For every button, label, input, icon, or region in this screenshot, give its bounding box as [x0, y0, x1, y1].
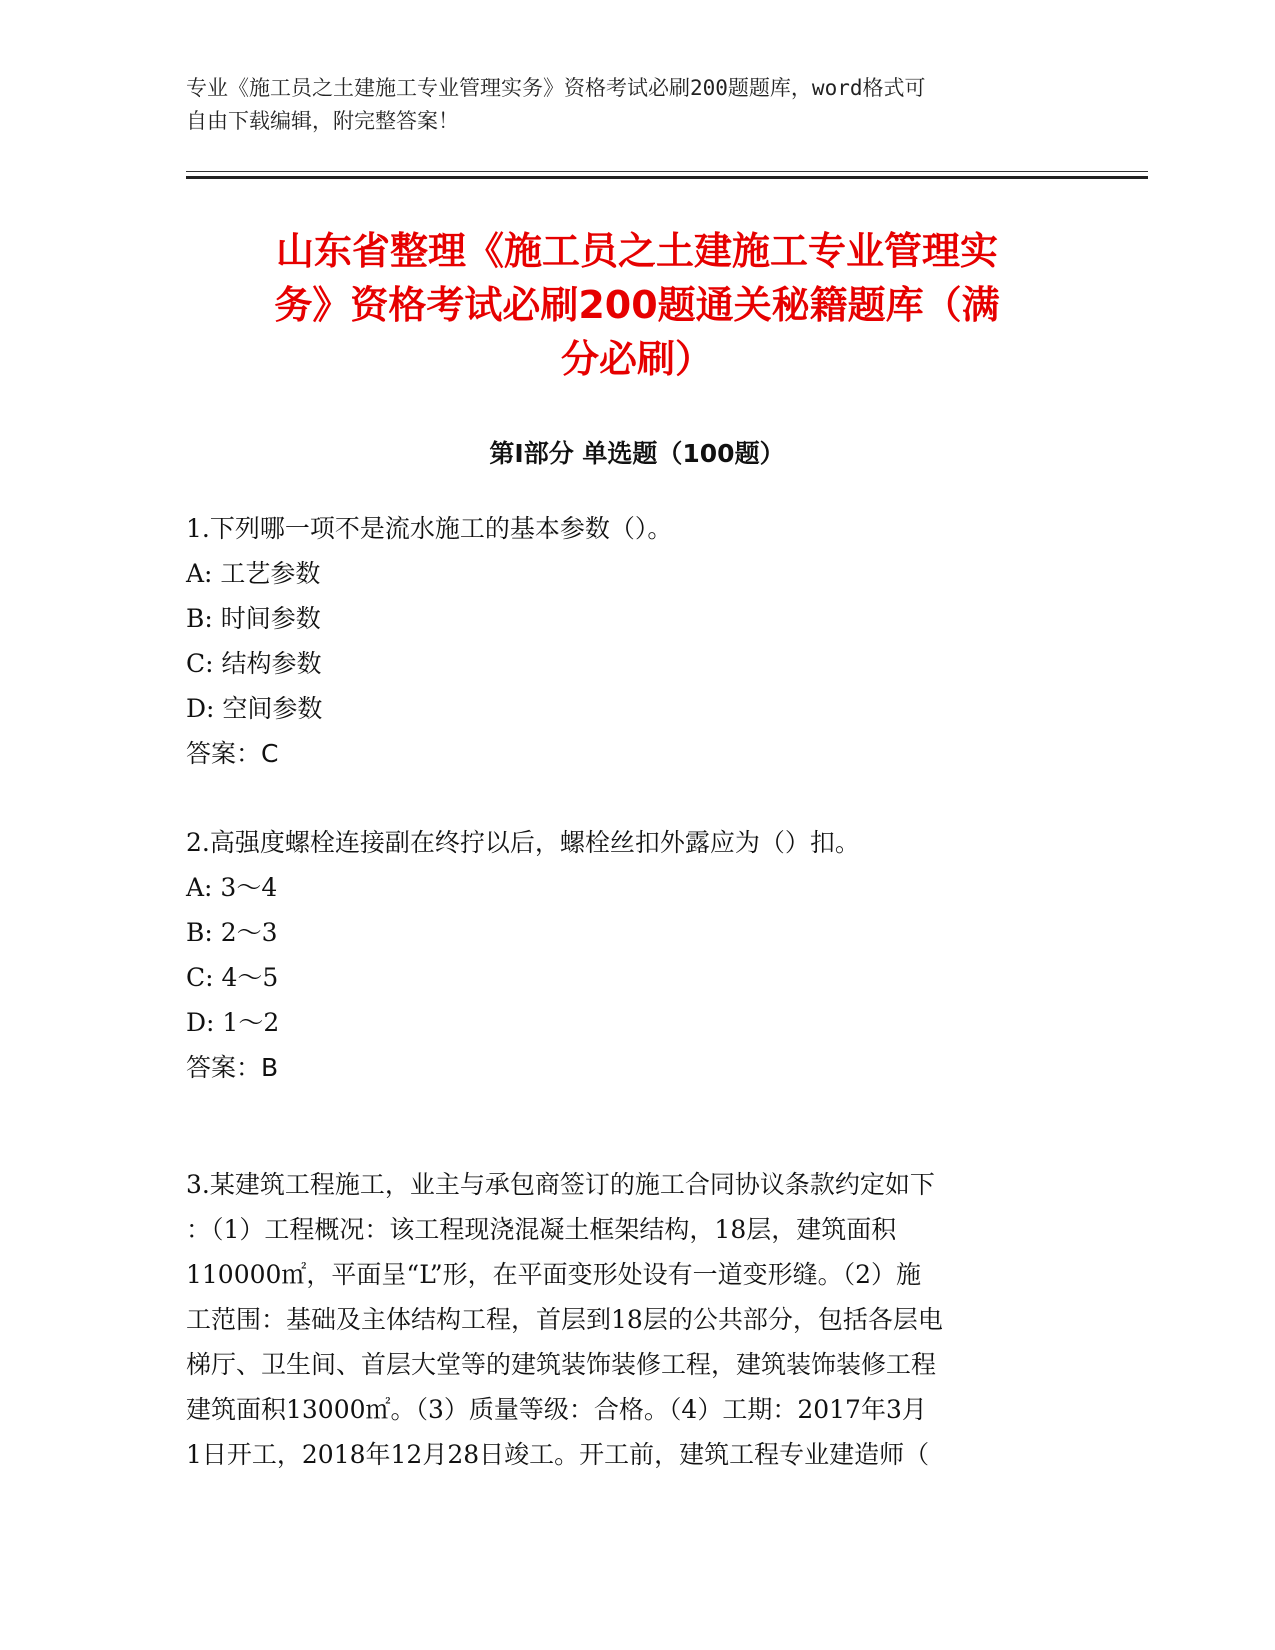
- question-3-line-3: 110000㎡，平面呈“L”形，在平面变形处设有一道变形缝。（2）施: [186, 1260, 922, 1289]
- header-note-line-1: 专业《施工员之土建施工专业管理实务》资格考试必刷200题题库，word格式可: [186, 76, 926, 100]
- answer: 答案：C: [186, 739, 279, 768]
- question-3-line-4: 工范围：基础及主体结构工程，首层到18层的公共部分，包括各层电: [186, 1305, 943, 1334]
- option-c: C: 4～5: [186, 963, 279, 992]
- answer: 答案：B: [186, 1053, 279, 1082]
- section-heading: 第Ⅰ部分 单选题（100题）: [489, 439, 785, 468]
- document-title: [186, 224, 1088, 386]
- document-title-line-3: 分必刷）: [560, 337, 713, 381]
- question-2: [186, 820, 1086, 1090]
- question-stem: 1.下列哪一项不是流水施工的基本参数（）。: [186, 514, 673, 543]
- header-divider-thin: [186, 171, 1148, 172]
- option-d: D: 1～2: [186, 1008, 280, 1037]
- option-a: A: 3～4: [186, 873, 278, 902]
- document-title-line-1: 山东省整理《施工员之土建施工专业管理实: [275, 229, 998, 273]
- question-3-line-6: 建筑面积13000㎡。（3）质量等级：合格。（4）工期：2017年3月: [186, 1395, 927, 1424]
- question-stem: 2.高强度螺栓连接副在终拧以后，螺栓丝扣外露应为（）扣。: [186, 828, 860, 857]
- question-3-line-2: ：（1）工程概况：该工程现浇混凝土框架结构，18层，建筑面积: [186, 1215, 897, 1244]
- option-d: D: 空间参数: [186, 694, 323, 723]
- option-b: B: 2～3: [186, 918, 278, 947]
- question-3-line-5: 梯厅、卫生间、首层大堂等的建筑装饰装修工程，建筑装饰装修工程: [186, 1350, 937, 1379]
- document-title-line-2: 务》资格考试必刷200题通关秘籍题库（满: [274, 283, 1000, 327]
- header-note: [186, 72, 1066, 138]
- question-3: [186, 1162, 1086, 1477]
- header-divider-thick: [186, 176, 1148, 179]
- question-3-line-7: 1日开工，2018年12月28日竣工。开工前，建筑工程专业建造师（: [186, 1440, 930, 1469]
- question-3-line-1: 3.某建筑工程施工，业主与承包商签订的施工合同协议条款约定如下: [186, 1170, 935, 1199]
- question-1: [186, 506, 1086, 776]
- option-a: A: 工艺参数: [186, 559, 321, 588]
- header-note-line-2: 自由下载编辑，附完整答案！: [186, 109, 459, 133]
- option-b: B: 时间参数: [186, 604, 321, 633]
- option-c: C: 结构参数: [186, 649, 322, 678]
